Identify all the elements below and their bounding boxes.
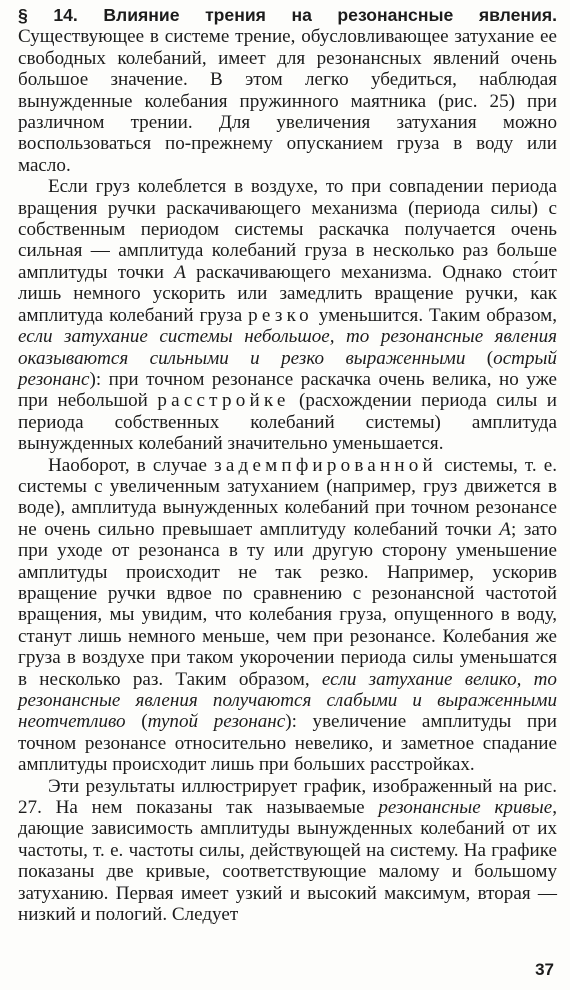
- p4-text-b: , дающие зависимость амплитуды вынужденных колебаний от их частоты, т. е. частоты силы, действующей на систему. На графике показаны две кривые, соответствующие малому и большому затуханию. Первая имеет узкий и высокий максимум, вторая — низкий и пологий. Следует: [18, 797, 557, 926]
- section-heading: § 14. Влияние трения на резонансные явления.: [18, 5, 557, 25]
- p2-italic-sharp-resonance: острый резонанс: [18, 347, 557, 390]
- p3-text-d: (: [125, 711, 148, 733]
- p2-text-a: Если груз колеблется в воздухе, то при совпадении периода вращения ручки раскачивающего механизма (периода силы) с собственным периодом системы раскачка получается очень сильная — амплитуда колебаний груза в несколько раз больше амплитуды точки: [18, 176, 557, 283]
- p3-text-c: ; зато при уходе от резонанса в ту или другую сторону уменьшение амплитуды происходит не так резко. Например, ускорив вращение ручки вдвое по сравнению с резонансной частотой вращения, мы увидим, что колебания груза, опущенного в воду, станут лишь немного меньше, чем при резонансе. Колебания же груза в воздухе при таком укорочении периода силы уменьшатся в несколько раз. Таким образом,: [18, 518, 557, 690]
- p3-italic-conclusion: если затухание велико, то резонансные явления получаются слабыми и выраженными неотчетливо: [18, 668, 557, 733]
- p2-text-f: (расхождении периода силы и периода собственных колебаний системы) амплитуда вынужденных колебаний значительно уменьшается.: [18, 390, 557, 455]
- p3-text-e: ): увеличение амплитуды при точном резонансе относительно невелико, и заметное спадание амплитуды происходит лишь при больших расстройках.: [18, 711, 558, 776]
- p3-spaced-damped: задемпфированной: [214, 454, 437, 476]
- p2-text-d: (: [465, 347, 494, 369]
- paragraph-4: [18, 776, 557, 926]
- p3-italic-blunt-resonance: тупой резонанс: [147, 711, 286, 733]
- p2-spaced-mismatch: расстройке: [157, 390, 290, 412]
- p4-italic-resonance-curves: резонансные кривые: [378, 797, 553, 819]
- p2-point-a: A: [174, 261, 186, 283]
- p4-text-a: Эти результаты иллюстрирует график, изображенный на рис. 27. На нем показаны так называемые: [18, 775, 557, 819]
- paragraph-2: [18, 176, 557, 454]
- paragraph-3: [18, 455, 557, 776]
- p3-text-b: системы, т. е. системы с увеличенным затуханием (например, груз движется в воде), амплитуда вынужденных колебаний при точном резонансе не очень сильно превышает амплитуду колебаний точки: [18, 454, 557, 540]
- page-text: [18, 5, 557, 925]
- paragraph-1-text: Существующее в системе трение, обусловливающее затухание ее свободных колебаний, имеет для резонансных явлений очень большое значение. В этом легко убедиться, наблюдая вынужденные колебания пружинного маятника (рис. 25) при различном трении. Для увеличения затухания можно воспользоваться по-прежнему опусканием груза в воду или масло.: [18, 26, 557, 176]
- p2-spaced-sharply: резко: [248, 304, 313, 326]
- p3-text-a: Наоборот, в случае: [48, 454, 215, 476]
- page-number: 37: [535, 959, 554, 979]
- p3-point-a: A: [499, 518, 511, 540]
- p2-text-c: уменьшится. Таким образом,: [312, 304, 558, 326]
- p2-italic-conclusion: если затухание системы небольшое, то резонансные явления оказываются сильными и резко выраженными: [18, 326, 557, 369]
- p2-text-b: раскачивающего механизма. Однако сто́ит лишь немного ускорить или замедлить вращение ручки, как амплитуда колебаний груза: [18, 261, 557, 326]
- p2-text-e: ): при точном резонансе раскачка очень велика, но уже при небольшой: [18, 368, 557, 412]
- paragraph-1: [18, 5, 557, 176]
